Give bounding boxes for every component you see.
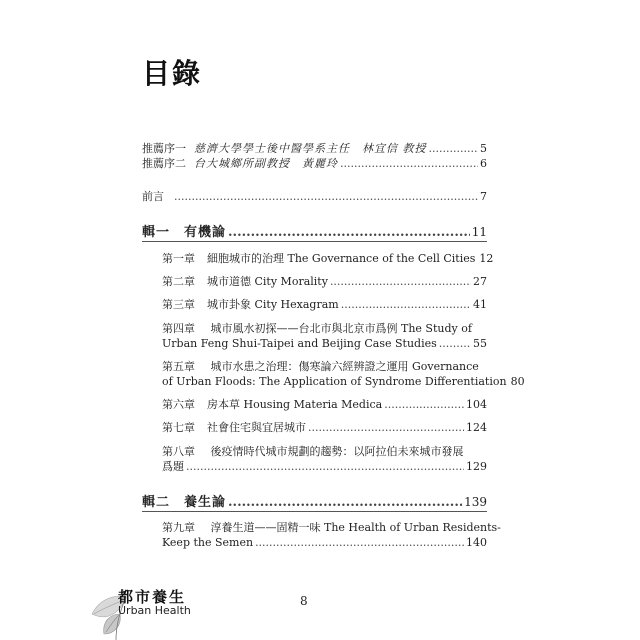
chapter-title: 城市道德 City Morality [207,275,328,288]
dot-leader [308,421,464,435]
toc-section-1[interactable] [142,224,487,241]
chapter-label: 第一章 [162,252,195,265]
chapter-title: 社會住宅與宜居城市 [207,421,306,434]
logo-subtitle: Urban Health [118,604,191,617]
dot-leader [255,535,464,550]
dot-leader [341,298,471,312]
toc-entry-chapter-8[interactable] [162,444,487,474]
toc-entry-foreword[interactable] [142,190,487,204]
page-ref: 55 [473,337,487,350]
logo-title: 都市養生 [118,588,187,606]
chapter-label: 第五章 [162,360,195,373]
page-ref: 129 [466,460,487,473]
toc-entry-chapter-1[interactable] [162,252,494,266]
chapter-title: 房本草 Housing Materia Medica [207,398,383,411]
section-label: 輯一 [142,225,171,240]
section-label: 輯二 [142,495,171,510]
chapter-title-line1: 城市水患之治理：傷寒論六經辨證之運用 Governance [210,360,479,373]
dot-leader [228,495,462,511]
chapter-label: 第二章 [162,275,195,288]
preface-author: 台大城鄉所副教授 黃麗玲 [194,157,338,170]
chapter-title-line2: Keep the Semen [162,536,254,549]
chapter-label: 第八章 [162,445,195,458]
section-title: 有機論 [184,225,227,240]
dot-leader [384,398,464,412]
page-number: 8 [300,594,308,608]
toc-entry-chapter-6[interactable] [162,398,487,412]
section-title: 養生論 [184,495,227,510]
section-rule [142,241,487,242]
chapter-title-line2: Urban Feng Shui-Taipei and Beijing Case Studies [162,337,437,350]
dot-leader [429,142,479,156]
page-ref: 140 [466,536,487,549]
toc-entry-chapter-3[interactable] [162,298,487,312]
dot-leader [330,275,471,289]
toc-entry-chapter-5[interactable] [162,359,525,389]
chapter-title-line1: 城市風水初探——台北市與北京市爲例 The Study of [210,322,472,335]
page-ref: 80 [510,375,525,388]
dot-leader [228,225,470,241]
page-ref: 12 [479,252,494,265]
page-ref: 6 [480,157,487,170]
chapter-title-line2: 爲題 [162,460,184,473]
dot-leader [439,336,471,351]
chapter-title: 城市卦象 City Hexagram [207,298,339,311]
page-ref: 41 [473,298,487,311]
page-ref: 7 [480,190,487,203]
toc-entry-chapter-2[interactable] [162,275,487,289]
chapter-title: 細胞城市的治理 The Governance of the Cell Cities [207,252,476,265]
page-ref: 5 [480,142,487,155]
preface-author: 慈濟大學學士後中醫學系主任 林宜信 教授 [194,142,427,155]
dot-leader [340,157,478,171]
chapter-label: 第七章 [162,421,195,434]
section-rule [142,511,487,512]
foreword-label: 前言 [142,190,164,203]
toc-entry-chapter-9[interactable] [162,520,501,550]
toc-section-2[interactable] [142,494,487,511]
toc-entry-preface-1[interactable] [142,142,487,156]
page-ref: 124 [466,421,487,434]
chapter-label: 第六章 [162,398,195,411]
page-ref: 139 [464,495,487,509]
chapter-label: 第四章 [162,322,195,335]
preface-label: 推薦序一 [142,142,186,155]
chapter-title-line1: 後疫情時代城市規劃的趨勢：以阿拉伯未來城市發展 [210,445,464,458]
dot-leader [174,190,478,204]
preface-label: 推薦序二 [142,157,186,170]
chapter-title-line2: of Urban Floods: The Application of Syndrome Differentiation [162,375,507,388]
toc-entry-chapter-7[interactable] [162,421,487,435]
page-ref: 27 [473,275,487,288]
page-ref: 104 [466,398,487,411]
toc-entry-preface-2[interactable] [142,157,487,171]
page-ref: 11 [471,225,487,239]
chapter-label: 第三章 [162,298,195,311]
chapter-label: 第九章 [162,521,195,534]
toc-entry-chapter-4[interactable] [162,321,487,351]
chapter-title-line1: 淳養生道——固精一味 The Health of Urban Residents- [210,521,501,534]
dot-leader [186,459,464,474]
page-title: 目錄 [142,57,203,90]
